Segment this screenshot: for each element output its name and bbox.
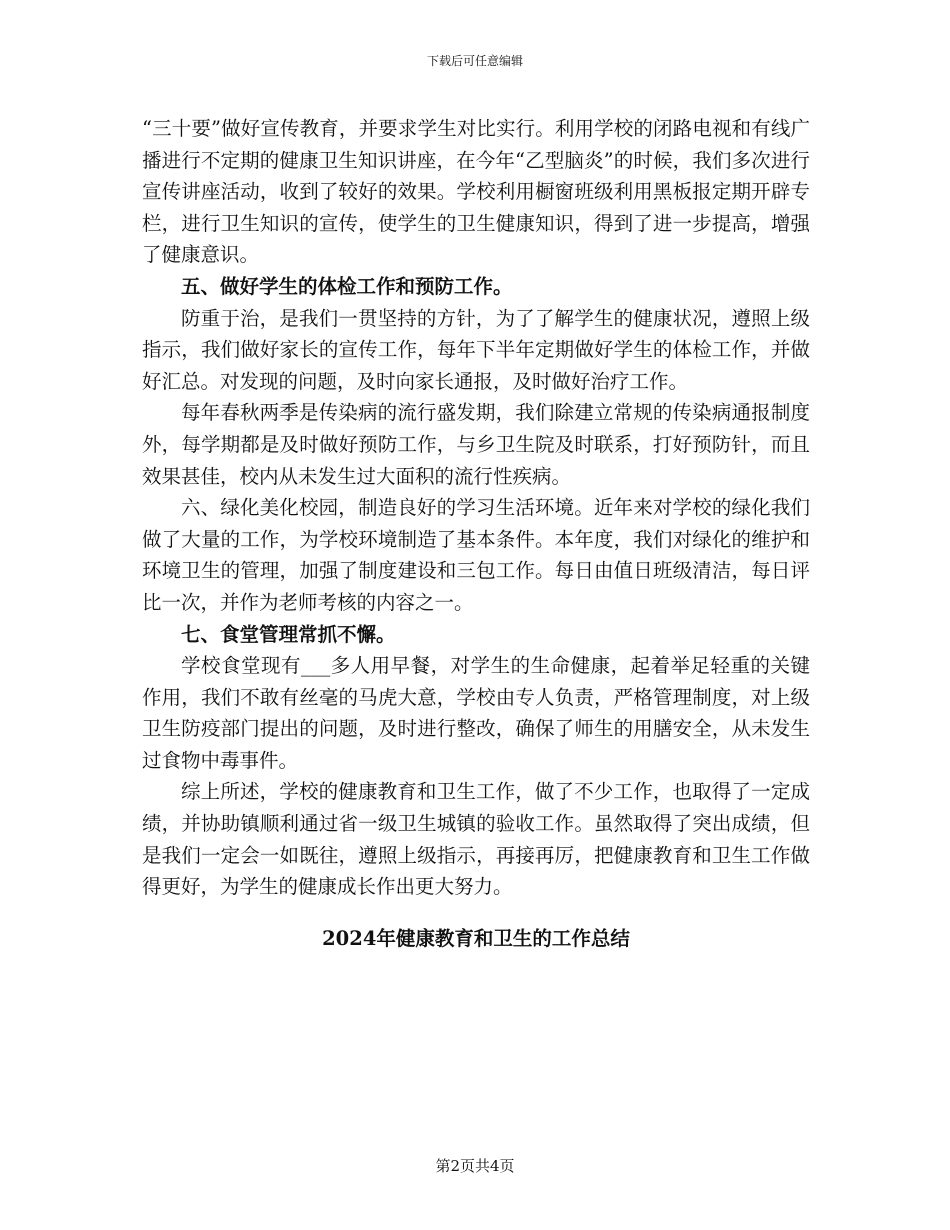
page-header [0, 54, 950, 68]
paragraph-checkup: 防重于治，是我们一贯坚持的方针，为了了解学生的健康状况，遵照上级指示，我们做好家长的宣传工作，每年下半年定期做好学生的体检工作，并做好汇总。对发现的问题，及时向家长通报，及时做好治疗工作。 [142, 306, 810, 393]
paragraph-canteen: 学校食堂现有___多人用早餐，对学生的生命健康，起着举足轻重的关键作用，我们不敢有丝毫的马虎大意，学校由专人负责，严格管理制度，对上级卫生防疫部门提出的问题，及时进行整改，确保了师生的用膳安全，从未发生过食物中毒事件。 [142, 654, 810, 772]
paragraph-summary: 综上所述，学校的健康教育和卫生工作，做了不少工作，也取得了一定成绩，并协助镇顺利通过省一级卫生城镇的验收工作。虽然取得了突出成绩，但是我们一定会一如既往，遵照上级指示，再接再厉，把健康教育和卫生工作做得更好，为学生的健康成长作出更大努力。 [142, 780, 810, 899]
paragraph-prevention: 每年春秋两季是传染病的流行盛发期，我们除建立常规的传染病通报制度外，每学期都是及时做好预防工作，与乡卫生院及时联系，打好预防针，而且效果甚佳，校内从未发生过大面积的流行性疾病。 [142, 401, 810, 488]
page-number: 第2页共4页 [435, 1157, 515, 1175]
paragraph-intro: “三十要”做好宣传教育，并要求学生对比实行。利用学校的闭路电视和有线广播进行不定期的健康卫生知识讲座，在今年“乙型脑炎”的时候，我们多次进行宣传讲座活动，收到了较好的效果。学校利用橱窗班级利用黑板报定期开辟专栏，进行卫生知识的宣传，使学生的卫生健康知识，得到了进一步提高，增强了健康意识。 [142, 117, 810, 267]
page-footer [0, 1157, 950, 1175]
section-heading-5: 五、做好学生的体检工作和预防工作。 [181, 274, 513, 298]
document-title: 2024年健康教育和卫生的工作总结 [322, 926, 630, 950]
section-heading-7: 七、食堂管理常抓不懈。 [181, 622, 396, 646]
document-body [142, 113, 810, 954]
header-note: 下载后可任意编辑 [426, 54, 523, 68]
paragraph-greening: 六、绿化美化校园，制造良好的学习生活环境。近年来对学校的绿化我们做了大量的工作，为学校环境制造了基本条件。本年度，我们对绿化的维护和环境卫生的管理，加强了制度建设和三包工作。每日由值日班级清洁，每日评比一次，并作为老师考核的内容之一。 [142, 496, 810, 614]
